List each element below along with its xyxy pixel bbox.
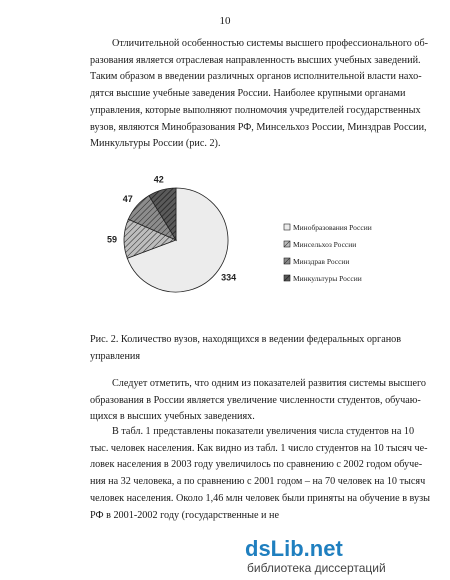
text-line: РФ в 2001-2002 году (государственные и не [90,509,280,521]
legend-swatch [284,224,290,230]
paragraph-intro [90,36,429,153]
caption-line: Рис. 2. Количество вузов, находящихся в ведении федеральных органов [90,334,402,345]
pie-data-label: 59 [107,234,118,245]
text-line: ния на 32 человека, а по сравнению с 2001 годом – на 70 человек на 10 тысяч [90,476,426,488]
figure-caption [90,332,420,365]
text-line: Следует отметить, что одним из показателей развития системы высшего [112,378,427,389]
pie-data-label: 42 [153,174,164,185]
text-line: разования является отраслевая направленность высших учебных заведений. [90,54,421,66]
text-line: Отличительной особенностью системы высшего профессионального об- [112,38,429,49]
page-number: 10 [219,15,231,27]
pie-data-label: 334 [221,272,237,283]
text-line: человек населения. Около 1,46 млн человек были приняты на обучение в вузы [90,492,430,504]
legend-item [284,223,372,232]
text-line: Минкультуры России (рис. 2). [90,138,221,150]
legend-swatch [284,258,290,264]
legend-label: Минздрав России [293,257,350,266]
paragraph-table-ref [90,424,430,524]
legend-swatch [284,241,290,247]
legend-item [284,240,356,249]
caption-line: управления [90,350,141,362]
pie-data-label: 47 [122,193,133,204]
legend-item [284,274,362,283]
text-line: Таким образом в введении различных органов исполнительной власти нахо- [90,71,422,83]
legend-label: Минсельхоз России [293,240,357,249]
text-line: управления, которые выполняют полномочия учредителей государственных [90,104,421,116]
legend-swatch [284,275,290,281]
paragraph-growth [90,376,427,426]
watermark-subtitle: библиотека диссертаций [247,561,386,575]
site-watermark [239,536,444,576]
watermark-logo-text: dsLib.net [245,536,343,561]
text-line: тыс. человек населения. Как видно из табл. 1 число студентов на 10 тысяч че- [90,442,428,454]
text-line: ловек населения в 2003 году увеличилось по сравнению с 2002 годом обуче- [90,459,423,471]
pie-chart-svg [96,174,416,310]
legend-item [284,257,349,266]
legend-label: Минобразования России [293,223,372,232]
watermark-logo [245,536,343,562]
text-line: В табл. 1 представлены показатели увеличения числа студентов на 10 [112,426,415,437]
text-line: образования в России является увеличение численности студентов, обучаю- [90,394,421,406]
text-line: вузов, являются Минобразования РФ, Минсельхоз России, Минздрав России, [90,121,427,133]
legend-label: Минкультуры России [293,274,362,283]
pie-chart [96,174,416,310]
text-line: дятся высшие учебные заведения России. Наиболее крупными органами [90,88,406,100]
text-line: щихся в высших учебных заведениях. [90,411,255,423]
